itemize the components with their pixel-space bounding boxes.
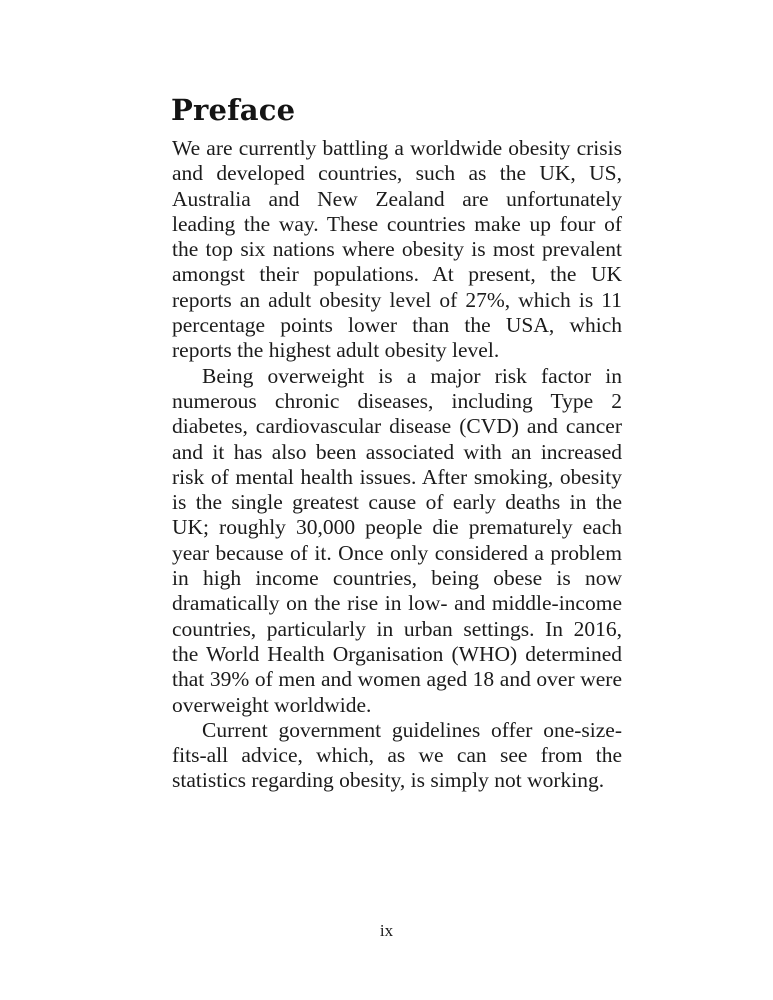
paragraph-2: Being overweight is a major risk factor in numerous chronic diseases, including Type 2 diabetes, cardiovascular disease (CVD) and cancer and it has also been associated with an increased risk of mental health issues. After smoking, obesity is the single greatest cause of early deaths in the UK; roughly 30,000 people die prematurely each year because of it. Once only considered a problem in high income countries, being obese is now dramatically on the rise in low- and middle-income countries, particularly in urban settings. In 2016, the World Health Organisation (WHO) determined that 39% of men and women aged 18 and over were overweight worldwide. [172,363,622,717]
page-number: ix [379,921,394,940]
body-text [172,136,622,794]
paragraph-3: Current government guidelines offer one-size-fits-all advice, which, as we can see from the statistics regarding obesity, is simply not working. [172,717,622,793]
paragraph-1: We are currently battling a worldwide obesity crisis and developed countries, such as the UK, US, Australia and New Zealand are unfortunately leading the way. These countries make up four of the top six nations where obesity is most prevalent amongst their populations. At present, the UK reports an adult obesity level of 27%, which is 11 percentage points lower than the USA, which reports the highest adult obesity level. [172,136,622,363]
page-title: Preface [171,93,296,127]
